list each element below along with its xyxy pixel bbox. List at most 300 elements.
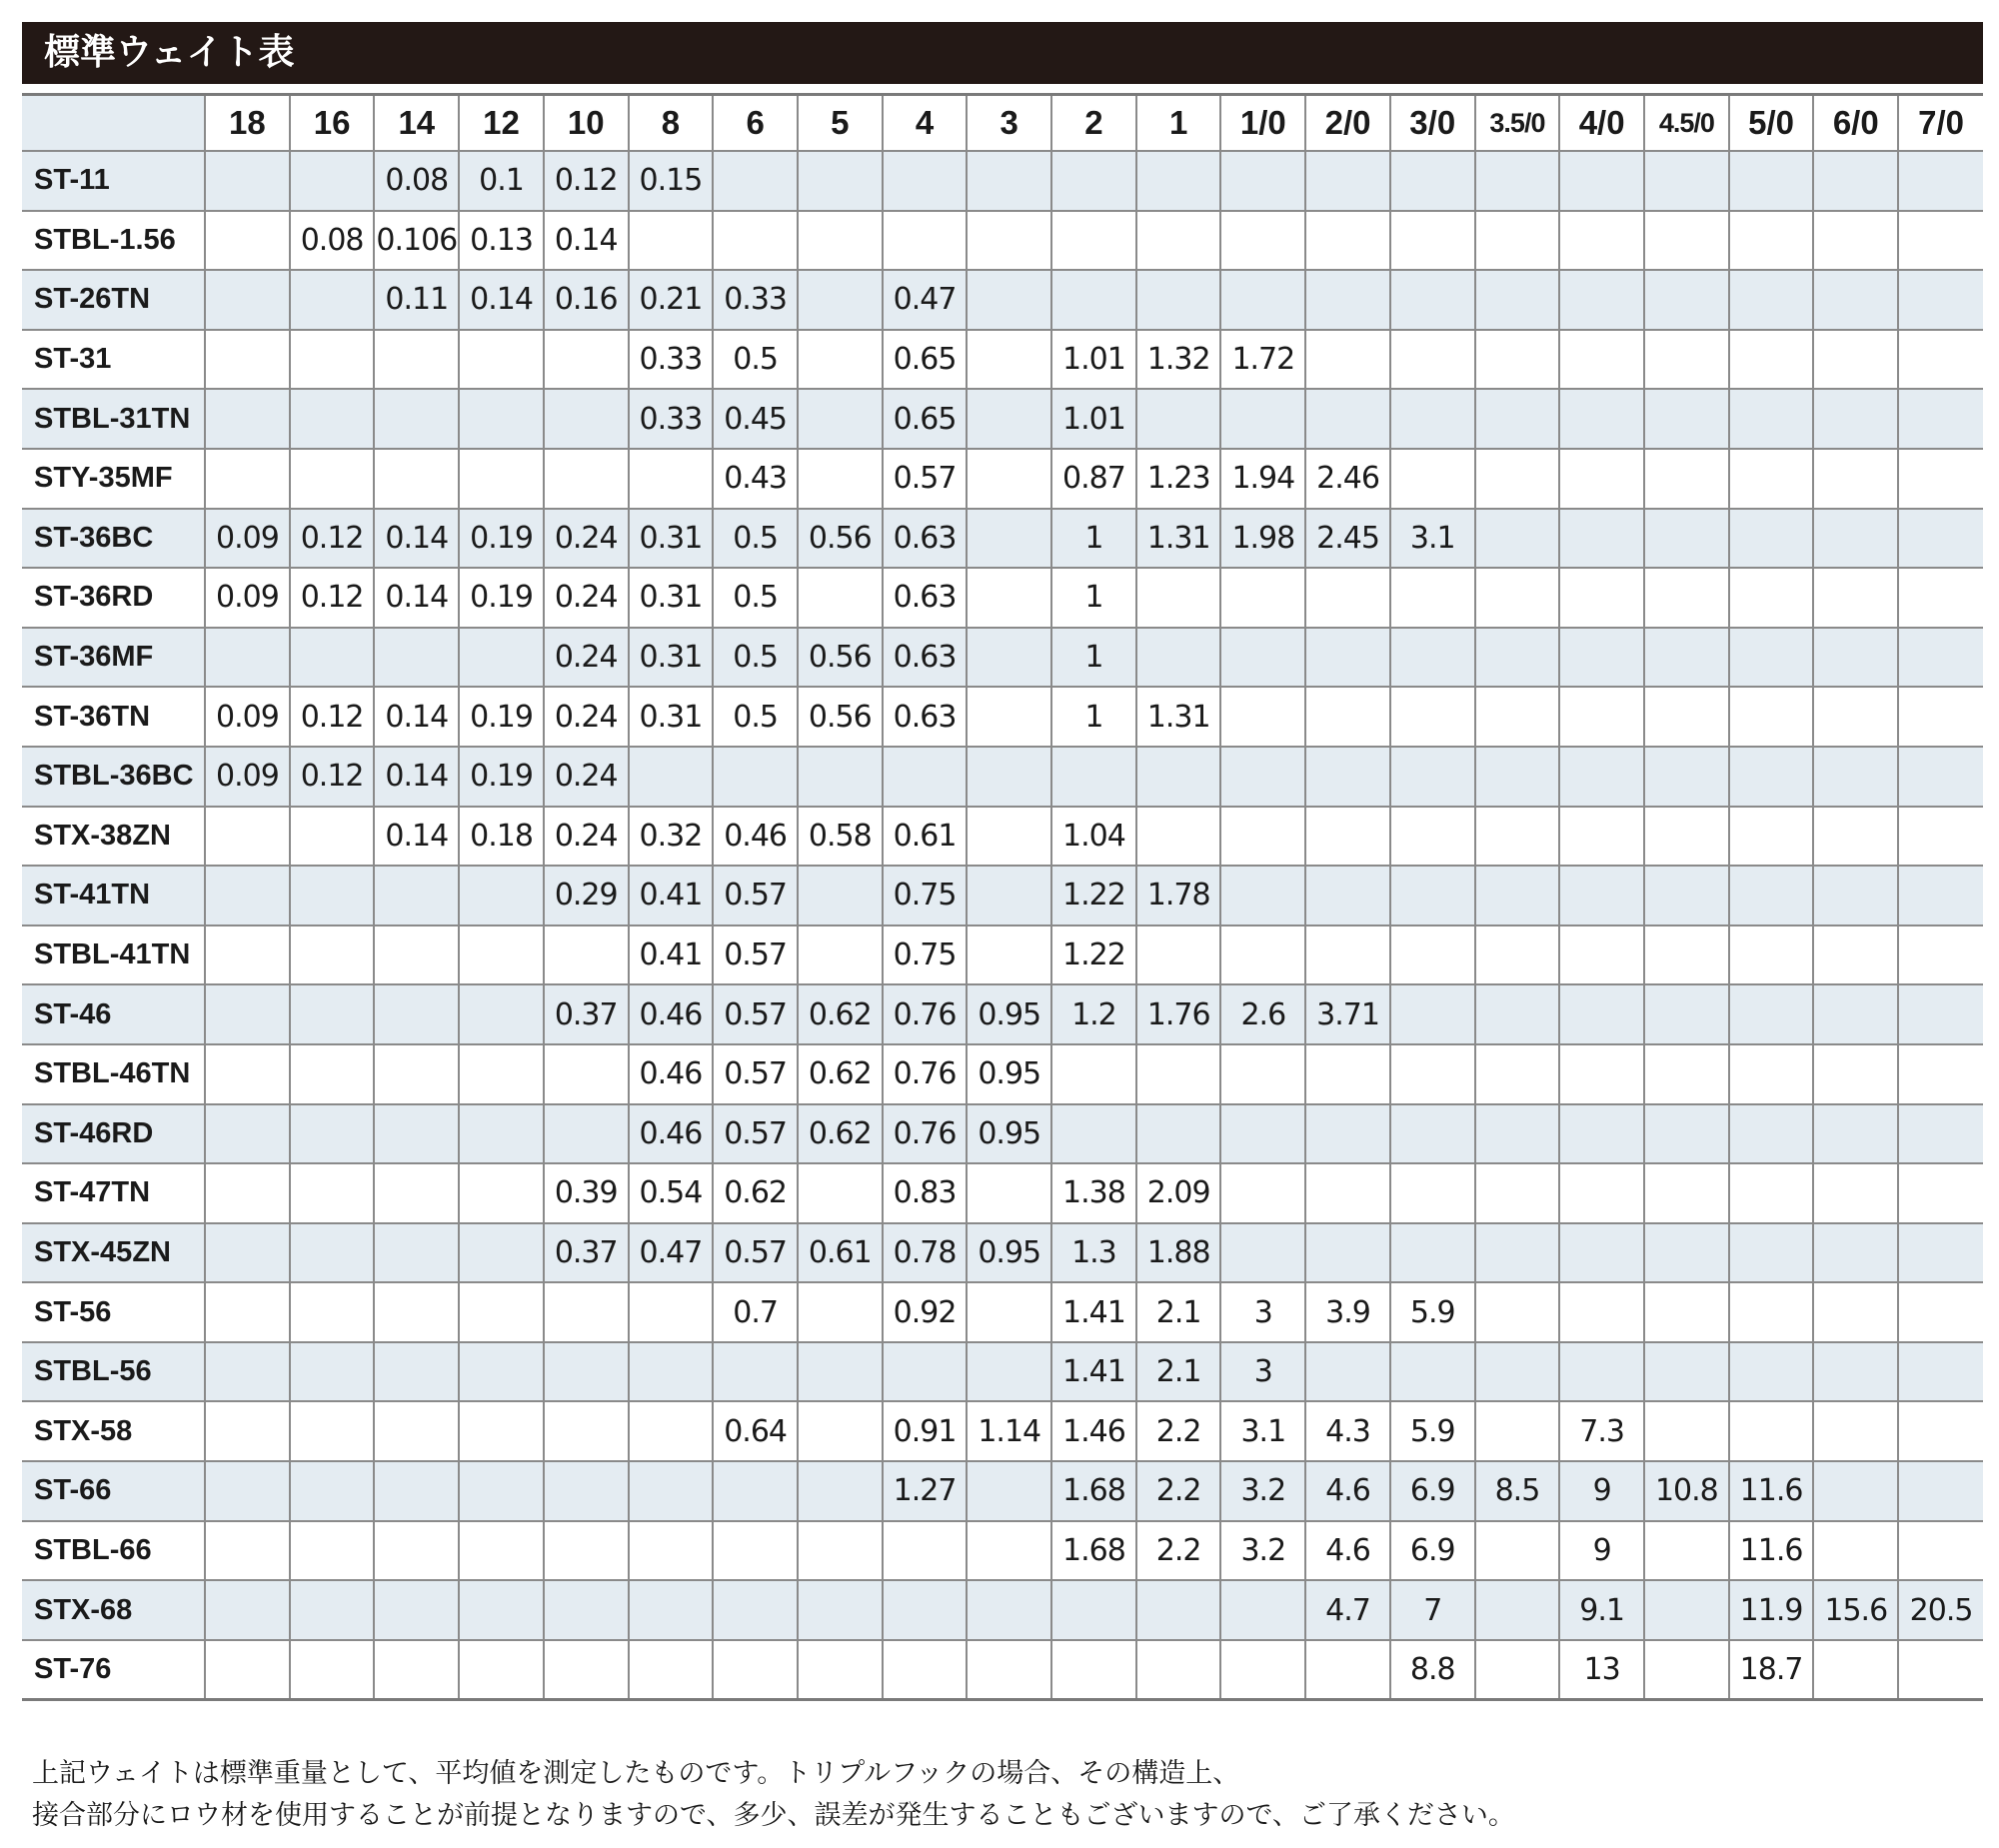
column-header: 18 xyxy=(205,95,290,152)
weight-cell xyxy=(1729,151,1814,211)
weight-cell: 0.78 xyxy=(883,1223,968,1283)
weight-cell xyxy=(1136,747,1221,807)
weight-cell xyxy=(1220,747,1305,807)
weight-cell: 0.41 xyxy=(629,925,714,985)
weight-cell xyxy=(1729,747,1814,807)
weight-cell: 1.76 xyxy=(1136,984,1221,1044)
weight-cell xyxy=(1898,984,1983,1044)
weight-cell: 0.57 xyxy=(883,449,968,509)
weight-cell xyxy=(1475,1521,1560,1581)
weight-cell: 1.32 xyxy=(1136,330,1221,390)
weight-cell xyxy=(1898,747,1983,807)
weight-cell xyxy=(1390,807,1475,867)
weight-cell xyxy=(290,628,375,688)
weight-cell xyxy=(205,1342,290,1402)
weight-cell xyxy=(798,1461,883,1521)
weight-cell xyxy=(1305,687,1390,747)
row-model-name: ST-76 xyxy=(22,1640,205,1700)
weight-cell xyxy=(1390,925,1475,985)
weight-cell xyxy=(1475,1580,1560,1640)
weight-cell xyxy=(205,1104,290,1164)
weight-cell: 0.5 xyxy=(713,330,798,390)
table-row xyxy=(22,151,1983,211)
weight-cell: 1.78 xyxy=(1136,866,1221,925)
weight-cell xyxy=(374,1342,459,1402)
table-row xyxy=(22,1044,1983,1104)
weight-cell: 0.87 xyxy=(1051,449,1136,509)
weight-cell: 2.45 xyxy=(1305,509,1390,569)
weight-cell xyxy=(205,866,290,925)
weight-cell xyxy=(1559,925,1644,985)
weight-cell xyxy=(1559,211,1644,271)
weight-cell xyxy=(1813,1044,1898,1104)
weight-cell xyxy=(1813,330,1898,390)
table-body xyxy=(22,151,1983,1700)
weight-cell: 0.15 xyxy=(629,151,714,211)
weight-cell xyxy=(290,389,375,449)
weight-cell: 0.63 xyxy=(883,687,968,747)
weight-cell xyxy=(544,449,629,509)
weight-cell: 4.6 xyxy=(1305,1461,1390,1521)
weight-cell xyxy=(290,925,375,985)
weight-cell xyxy=(1729,389,1814,449)
row-model-name: STBL-36BC xyxy=(22,747,205,807)
weight-cell xyxy=(205,1044,290,1104)
weight-cell xyxy=(290,1580,375,1640)
weight-cell xyxy=(1559,330,1644,390)
weight-cell: 0.31 xyxy=(629,628,714,688)
row-model-name: STBL-41TN xyxy=(22,925,205,985)
weight-cell xyxy=(1475,151,1560,211)
weight-cell xyxy=(1898,1521,1983,1581)
weight-cell xyxy=(1813,389,1898,449)
weight-cell: 15.6 xyxy=(1813,1580,1898,1640)
weight-cell: 1.68 xyxy=(1051,1461,1136,1521)
weight-cell xyxy=(1559,449,1644,509)
weight-cell xyxy=(1644,330,1729,390)
weight-cell xyxy=(713,1640,798,1700)
column-header: 1/0 xyxy=(1220,95,1305,152)
weight-cell xyxy=(1813,1282,1898,1342)
weight-cell xyxy=(883,151,968,211)
weight-cell xyxy=(1475,330,1560,390)
weight-cell xyxy=(1475,1044,1560,1104)
weight-cell xyxy=(1559,984,1644,1044)
row-model-name: ST-26TN xyxy=(22,270,205,330)
weight-cell xyxy=(1813,866,1898,925)
weight-cell xyxy=(459,389,544,449)
weight-cell xyxy=(1729,1223,1814,1283)
weight-cell xyxy=(629,747,714,807)
weight-cell xyxy=(1813,628,1898,688)
column-header: 6/0 xyxy=(1813,95,1898,152)
weight-cell: 0.7 xyxy=(713,1282,798,1342)
weight-cell xyxy=(1813,568,1898,628)
weight-cell xyxy=(1729,1342,1814,1402)
weight-cell: 0.76 xyxy=(883,1104,968,1164)
table-row xyxy=(22,1580,1983,1640)
weight-cell xyxy=(374,1521,459,1581)
column-header: 4.5/0 xyxy=(1644,95,1729,152)
weight-cell xyxy=(1898,1223,1983,1283)
weight-cell: 0.5 xyxy=(713,568,798,628)
table-row xyxy=(22,628,1983,688)
table-row xyxy=(22,1521,1983,1581)
column-header: 2/0 xyxy=(1305,95,1390,152)
header-corner-cell xyxy=(22,95,205,152)
weight-cell: 4.7 xyxy=(1305,1580,1390,1640)
weight-cell: 11.9 xyxy=(1729,1580,1814,1640)
weight-cell xyxy=(1136,1580,1221,1640)
weight-cell: 0.24 xyxy=(544,568,629,628)
weight-cell xyxy=(1475,866,1560,925)
table-row xyxy=(22,568,1983,628)
weight-cell: 0.46 xyxy=(629,984,714,1044)
weight-cell xyxy=(1390,330,1475,390)
weight-cell: 0.1 xyxy=(459,151,544,211)
weight-cell: 0.33 xyxy=(713,270,798,330)
weight-cell xyxy=(1559,747,1644,807)
weight-cell: 1 xyxy=(1051,687,1136,747)
row-model-name: ST-46 xyxy=(22,984,205,1044)
weight-cell xyxy=(1644,509,1729,569)
row-model-name: ST-36BC xyxy=(22,509,205,569)
weight-cell: 0.92 xyxy=(883,1282,968,1342)
weight-cell xyxy=(798,151,883,211)
weight-cell: 0.14 xyxy=(374,807,459,867)
weight-cell xyxy=(1644,1104,1729,1164)
weight-cell: 0.32 xyxy=(629,807,714,867)
table-row xyxy=(22,1163,1983,1223)
weight-cell xyxy=(290,151,375,211)
weight-cell xyxy=(374,1044,459,1104)
weight-cell xyxy=(1813,1104,1898,1164)
weight-cell: 2.2 xyxy=(1136,1401,1221,1461)
weight-cell xyxy=(1136,925,1221,985)
column-header: 6 xyxy=(713,95,798,152)
weight-cell xyxy=(374,389,459,449)
weight-cell xyxy=(205,1521,290,1581)
weight-cell xyxy=(1051,151,1136,211)
weight-cell xyxy=(967,1342,1051,1402)
weight-cell xyxy=(798,1342,883,1402)
weight-cell xyxy=(1729,1104,1814,1164)
weight-cell xyxy=(1390,449,1475,509)
weight-cell: 11.6 xyxy=(1729,1521,1814,1581)
weight-cell xyxy=(1475,1401,1560,1461)
weight-cell xyxy=(1220,568,1305,628)
weight-cell: 0.54 xyxy=(629,1163,714,1223)
weight-cell xyxy=(1644,449,1729,509)
weight-cell: 2.46 xyxy=(1305,449,1390,509)
weight-cell xyxy=(205,1461,290,1521)
weight-cell xyxy=(1813,270,1898,330)
weight-cell xyxy=(1220,389,1305,449)
weight-cell xyxy=(967,1521,1051,1581)
weight-cell: 0.62 xyxy=(798,984,883,1044)
weight-cell xyxy=(459,1044,544,1104)
weight-cell: 3.1 xyxy=(1390,509,1475,569)
weight-cell xyxy=(290,1401,375,1461)
weight-cell xyxy=(967,1640,1051,1700)
weight-cell xyxy=(1390,687,1475,747)
weight-cell xyxy=(1305,211,1390,271)
weight-cell xyxy=(290,1521,375,1581)
weight-cell xyxy=(1475,1104,1560,1164)
row-model-name: STY-35MF xyxy=(22,449,205,509)
weight-cell xyxy=(1475,628,1560,688)
weight-cell: 0.57 xyxy=(713,925,798,985)
weight-cell: 0.13 xyxy=(459,211,544,271)
weight-cell xyxy=(459,1401,544,1461)
weight-cell: 1.22 xyxy=(1051,925,1136,985)
weight-cell: 0.76 xyxy=(883,984,968,1044)
weight-cell: 1.41 xyxy=(1051,1342,1136,1402)
weight-cell xyxy=(1813,747,1898,807)
row-model-name: ST-36RD xyxy=(22,568,205,628)
weight-cell: 1 xyxy=(1051,509,1136,569)
weight-cell xyxy=(205,807,290,867)
row-model-name: ST-36MF xyxy=(22,628,205,688)
weight-cell xyxy=(629,211,714,271)
weight-cell xyxy=(1813,509,1898,569)
column-header: 16 xyxy=(290,95,375,152)
weight-cell: 0.24 xyxy=(544,509,629,569)
weight-cell: 1.14 xyxy=(967,1401,1051,1461)
weight-cell: 0.16 xyxy=(544,270,629,330)
weight-cell xyxy=(1475,1282,1560,1342)
weight-cell xyxy=(290,866,375,925)
weight-cell xyxy=(1305,151,1390,211)
column-header: 12 xyxy=(459,95,544,152)
weight-cell xyxy=(1898,568,1983,628)
weight-cell: 0.64 xyxy=(713,1401,798,1461)
weight-cell: 1.3 xyxy=(1051,1223,1136,1283)
weight-cell xyxy=(1475,568,1560,628)
weight-cell: 5.9 xyxy=(1390,1401,1475,1461)
weight-cell xyxy=(459,330,544,390)
weight-cell xyxy=(1813,449,1898,509)
weight-cell xyxy=(1305,1044,1390,1104)
weight-cell: 20.5 xyxy=(1898,1580,1983,1640)
weight-cell xyxy=(713,151,798,211)
weight-cell xyxy=(459,449,544,509)
weight-cell: 3.2 xyxy=(1220,1461,1305,1521)
weight-cell: 1.68 xyxy=(1051,1521,1136,1581)
weight-cell xyxy=(1220,211,1305,271)
weight-cell xyxy=(1136,1044,1221,1104)
weight-cell xyxy=(1220,807,1305,867)
weight-cell: 1.41 xyxy=(1051,1282,1136,1342)
weight-cell xyxy=(1559,866,1644,925)
weight-cell xyxy=(1475,211,1560,271)
weight-cell xyxy=(1136,628,1221,688)
weight-cell: 1 xyxy=(1051,568,1136,628)
weight-cell xyxy=(967,330,1051,390)
weight-cell xyxy=(374,866,459,925)
weight-cell xyxy=(1051,1640,1136,1700)
column-header: 5 xyxy=(798,95,883,152)
weight-cell xyxy=(1729,628,1814,688)
weight-cell: 0.56 xyxy=(798,687,883,747)
weight-cell xyxy=(459,1521,544,1581)
weight-cell: 0.12 xyxy=(544,151,629,211)
weight-cell xyxy=(1305,1342,1390,1402)
table-title: 標準ウェイト表 xyxy=(22,22,1983,84)
weight-cell xyxy=(205,1640,290,1700)
weight-cell: 0.57 xyxy=(713,1223,798,1283)
weight-cell xyxy=(967,568,1051,628)
weight-cell xyxy=(967,925,1051,985)
weight-cell xyxy=(1813,807,1898,867)
weight-cell xyxy=(205,925,290,985)
weight-cell xyxy=(290,1461,375,1521)
weight-cell: 2.2 xyxy=(1136,1461,1221,1521)
weight-cell xyxy=(1813,1223,1898,1283)
weight-cell xyxy=(1898,449,1983,509)
weight-cell xyxy=(459,1104,544,1164)
weight-cell xyxy=(713,211,798,271)
weight-cell xyxy=(883,1580,968,1640)
weight-cell xyxy=(1220,866,1305,925)
weight-cell: 0.14 xyxy=(544,211,629,271)
column-header: 3/0 xyxy=(1390,95,1475,152)
weight-cell: 0.12 xyxy=(290,747,375,807)
weight-cell: 1 xyxy=(1051,628,1136,688)
weight-cell: 8.5 xyxy=(1475,1461,1560,1521)
weight-cell xyxy=(205,211,290,271)
weight-cell: 0.46 xyxy=(629,1104,714,1164)
weight-cell xyxy=(544,1461,629,1521)
weight-cell xyxy=(1644,984,1729,1044)
weight-cell xyxy=(1559,628,1644,688)
weight-cell xyxy=(1136,270,1221,330)
row-model-name: STX-45ZN xyxy=(22,1223,205,1283)
weight-cell xyxy=(1390,270,1475,330)
weight-cell: 0.43 xyxy=(713,449,798,509)
weight-cell xyxy=(459,1282,544,1342)
weight-cell: 0.63 xyxy=(883,568,968,628)
weight-cell xyxy=(1559,1044,1644,1104)
weight-cell xyxy=(713,1580,798,1640)
weight-cell xyxy=(967,747,1051,807)
weight-cell: 0.106 xyxy=(374,211,459,271)
weight-cell xyxy=(629,1342,714,1402)
weight-cell: 0.39 xyxy=(544,1163,629,1223)
weight-cell xyxy=(967,687,1051,747)
weight-cell xyxy=(629,1521,714,1581)
weight-cell xyxy=(967,211,1051,271)
table-row xyxy=(22,747,1983,807)
header-row xyxy=(22,95,1983,152)
weight-cell xyxy=(544,1640,629,1700)
weight-cell: 2.1 xyxy=(1136,1342,1221,1402)
weight-cell xyxy=(1559,1163,1644,1223)
weight-cell xyxy=(1390,389,1475,449)
weight-cell xyxy=(544,330,629,390)
row-model-name: STX-68 xyxy=(22,1580,205,1640)
weight-cell xyxy=(1305,1163,1390,1223)
weight-cell xyxy=(1898,1401,1983,1461)
weight-cell xyxy=(374,1104,459,1164)
weight-cell: 0.12 xyxy=(290,687,375,747)
weight-cell: 0.19 xyxy=(459,687,544,747)
weight-cell xyxy=(544,1580,629,1640)
weight-cell xyxy=(374,1640,459,1700)
weight-cell: 0.33 xyxy=(629,330,714,390)
weight-cell xyxy=(798,1163,883,1223)
weight-cell: 0.57 xyxy=(713,984,798,1044)
weight-cell xyxy=(205,1223,290,1283)
row-model-name: STX-38ZN xyxy=(22,807,205,867)
weight-cell xyxy=(883,747,968,807)
table-row xyxy=(22,984,1983,1044)
column-header: 2 xyxy=(1051,95,1136,152)
weight-cell xyxy=(1220,1104,1305,1164)
weight-cell xyxy=(290,807,375,867)
weight-cell: 0.09 xyxy=(205,747,290,807)
weight-cell xyxy=(1644,687,1729,747)
table-row xyxy=(22,925,1983,985)
weight-cell xyxy=(1390,211,1475,271)
weight-cell: 0.47 xyxy=(629,1223,714,1283)
weight-cell xyxy=(1559,1104,1644,1164)
weight-cell: 0.24 xyxy=(544,628,629,688)
weight-cell xyxy=(1220,1163,1305,1223)
table-row xyxy=(22,1401,1983,1461)
weight-cell: 0.31 xyxy=(629,509,714,569)
weight-cell xyxy=(1729,866,1814,925)
weight-cell: 0.24 xyxy=(544,807,629,867)
weight-cell xyxy=(290,1104,375,1164)
weight-cell xyxy=(1305,628,1390,688)
weight-cell: 0.91 xyxy=(883,1401,968,1461)
weight-cell: 2.1 xyxy=(1136,1282,1221,1342)
weight-cell xyxy=(629,1401,714,1461)
weight-cell xyxy=(1898,211,1983,271)
weight-cell: 0.95 xyxy=(967,1223,1051,1283)
weight-cell: 1.46 xyxy=(1051,1401,1136,1461)
weight-cell xyxy=(1729,509,1814,569)
weight-cell: 0.14 xyxy=(374,747,459,807)
weight-cell xyxy=(967,1461,1051,1521)
weight-cell xyxy=(1390,866,1475,925)
table-row xyxy=(22,1342,1983,1402)
table-row xyxy=(22,330,1983,390)
weight-cell xyxy=(205,449,290,509)
weight-cell xyxy=(967,389,1051,449)
weight-cell: 1.27 xyxy=(883,1461,968,1521)
weight-cell xyxy=(1220,151,1305,211)
weight-cell xyxy=(967,866,1051,925)
weight-cell xyxy=(798,270,883,330)
weight-cell: 0.14 xyxy=(459,270,544,330)
weight-cell xyxy=(1898,628,1983,688)
weight-cell xyxy=(1220,628,1305,688)
weight-cell xyxy=(1390,1223,1475,1283)
weight-cell xyxy=(1813,1461,1898,1521)
weight-cell xyxy=(798,925,883,985)
weight-cell xyxy=(1898,866,1983,925)
weight-cell xyxy=(1559,568,1644,628)
weight-cell: 0.37 xyxy=(544,984,629,1044)
weight-cell xyxy=(798,389,883,449)
weight-cell xyxy=(798,1640,883,1700)
weight-cell: 6.9 xyxy=(1390,1461,1475,1521)
weight-cell xyxy=(290,1044,375,1104)
weight-cell: 0.45 xyxy=(713,389,798,449)
weight-cell: 2.2 xyxy=(1136,1521,1221,1581)
